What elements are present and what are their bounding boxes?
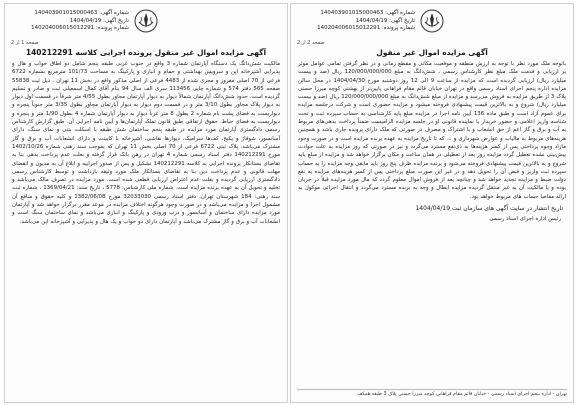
- case-number: شماره پرونده: 140204006015012291: [31, 25, 129, 31]
- page-header: [291, 4, 573, 48]
- notice-page-2: [290, 3, 574, 403]
- notice-date: تاریخ آگهی: 1404/04/19: [69, 17, 129, 24]
- notice-title: آگهی مزایده اموال غیر منقول پرونده اجرایی کلاسه 140212291: [25, 48, 267, 57]
- emblem-icon: [133, 8, 159, 34]
- notice-date: تاریخ آگهی: 1404/04/19: [355, 17, 415, 24]
- notice-body: باتوجه ملک مورد نظر با توجه به ارزش منطقه و موقعیت مکانی و مقطع زمانی و در نظر گرفتن تمامی عوامل موثر بر ارزیابی و قدمت ملک مبلغ نظر کارشناس رسمی ، شش‌دانگ به مبلغ 120/000/000/000 ریال (صد و بیست میلیارد ریال) ارزیابی گردیده است که مزایده از ساعت 9 الی 12 روز دوشنبه مورخ 1404/04/30 در محل سالن مزایده اداره پنجم اجرای اسناد رسمی واقع در تهران خیابان قائم مقام فراهانی پایین‌تر از بهشتی کوچه میرزا حسنی پلاک 3 از طریق مزایده به فروش می‌رسد و مزایده از مبلغ شش‌دانگ به مبلغ 120/000/000/000 ریال (صد و بیست میلیارد ریال) شروع و به بالاترین قیمت پیشنهادی فروخته میشود و مزایده حضوری است و شرکت درجلسه مزایده برای عموم آزاد است و طبق ماده 136 آیین نامه اجرا در مزایده مبلغ پایه کارشناسی به حساب سپرده ثبت و تحت شناسه واریز اعلامی و حضور خریدار یا نماینده قانونی او در جلسه مزایده الزامیست ضمناً پرداخت بدهی‌های مربوط به آب و برق و گاز اعم از حق انشعاب و یا اشتراک و مصرف در صورتی که ملک دارای پرونده جاری باشد و همچنین هزینه‌های مربوط به مالیات و عوارض شهرداری و ... که تا تاریخ مزایده به عهده برنده مزایده است و در صورت وجود مازاد وجوه پرداختی پس از کسر هزینه‌ها به ذی‌نفع مسترد می‌گردد و نیز در صورتی که روز مزایده به علت حوادث پیش‌بینی نشده تعطیل گردد مزایده روز بعد از تعطیلی در همان ساعت و مکان برگزار خواهد شد و مزایده از مبلغ پایه شروع و به بالاترین قیمت پیشنهادی فروخته می‌شود و برنده مزایده ظرف پنج روز باید مابقی وجه مزایده را به حساب سپرده ثبت واریز و قبض آن را تحویل دهد و در غیر این صورت مبلغ پرداختی پس از کسر هزینه‌های مزایده به نفع دولت ضبط و مزایده تجدید خواهد شد و چنانچه بعد از فروش اموال معلوم گردد که مال مورد مزایده قبلاً در جریان بوده و یا مالکیت آن به غیر منتقل گردیده مزایده ابطال و وجه به برنده مسترد می‌گردد و انتقال اجرائی موکول به ارائه مفاصا حساب های مربوط خواهد بود.: [298, 61, 567, 200]
- notice-title: آگهی مزایده اموال غیر منقول: [376, 48, 488, 57]
- emblem-icon: [419, 8, 445, 34]
- page-number: صفحه 1 از 2: [11, 40, 39, 46]
- page-number: صفحه 2 از 2: [297, 40, 325, 46]
- page-header: [5, 4, 287, 48]
- notice-number: شماره آگهی: 140403901015000463: [320, 10, 415, 16]
- notice-body: مالکیت شش‌دانگ یک دستگاه آپارتمان شماره 3 واقع در جنوب غربی طبقه پنجم شامل دو اطاق خواب و هال و پذیرایی آشپزخانه اپن و سرویس بهداشتی و حمام و انباری و پارکینگ به مساحت 101/73 مترمربع بشماره 6722 فرعی از 70 اصلی مفروز و مجزی شده از 4483 فرعی از اصلی مذکور واقع در بخش 11 تهران ، ذیل ثبت 55838 صفحه 565 دفتر 574 و شماره چاپی 113456 سری الف سال 94 بنام آقای کمال اسمعیلی ثبت و صادر و تسلیم گردیده است. حدود شش‌دانگ آپارتمان شمالاً دیوار به دیوار آپارتمان مجاور بطول 4/55 متر شرقاً در قسمت اول دیوار به دیوار پلاک مجاور بطول 3/10 متر و در قسمت دوم دیوار به دیوار آپارتمان مجاور بطول 3/35 متر جنوباً پنجره و دیواریست به فضای پشت بام شماره 2 بطول 8 متر غرباً دیوار به دیوار آپارتمان شماره 4 بطول 1/90 متر و پنجره و دیواریست به فضای حیاط. حقوق ارتفاقی طبق قانون تملک آپارتمان‌ها و آیین نامه اجرایی آن. طبق گزارش کارشناس رسمی دادگستری آپارتمان مورد مزایده در طبقه پنجم ساختمان شش طبقه با اسکلت بتنی و نمای سنگ، دارای آسانسور، شوفاژ و پکیج، کف‌ها سرامیک، دیوارها نقاشی، آشپزخانه با کابینت و دارای انشعابات آب و برق و گاز مشترک می‌باشد. پلاک ثبتی 6722 فرعی از 70 اصلی بخش 11 تهران که بموجب سند رهنی شماره 1402/10/26 مورخ 140212291 دفتر اسناد رسمی شماره 4 تهران در رهن بانک قرار گرفته و بعلت عدم پرداخت بدهی بنا به تقاضای بستانکار پرونده اجرایی به کلاسه 140212291 تشکیل و پس از صدور اجراییه و ابلاغ آن به مدیون و انقضای مهلت قانونی و عدم پرداخت دین بنا به تقاضای بستانکار ملک مورد وثیقه بازداشت و توسط کارشناس رسمی دادگستری ارزیابی گردیده و بعلت عدم اعتراض ارزیابی قطعی شده است. مورد مزایده در تصرف مالک می‌باشد و تخلیه و تحویل آن به عهده برنده مزایده است. شماره ملی کارشناس: 5778 ، تاریخ سند: 1369/04/21 ، شماره ثبت سند رهنی: 184 شهرستان تهران، دفتر اسناد رسمی 32033030 مورخ 1382/06/08 و کلیه حقوق و منافع آن مشمول اجرا و مزایده می‌باشد و در صورت وجود هرگونه اختلاف مزایده در موعد مقرر برگزار خواهد شد و آپارتمان مورد مزایده دارای ساختمان و آسانسور و درب ورودی و پارکینگ و انباری می‌باشد و نمای ساختمان سنگ است و انشعابات آب و برق و گاز مشترک می‌باشد و آپارتمان دارای دو خواب و یک هال و پذیرایی و آشپزخانه اپن می‌باشد.: [12, 61, 281, 225]
- signature: رئیس اداره اجرای اسناد رسمی: [489, 216, 561, 223]
- notice-number: شماره آگهی: 140403901015000463: [34, 10, 129, 16]
- page-footer: تهران - اداره پنجم اجرای اسناد رسمی - خیابان قائم مقام فراهانی کوچه میرزا حسنی پلاک 3 طبقه همکف: [297, 389, 567, 398]
- publish-date: تاریخ انتشار در سایت آگهی های سازمان ثبت 1404/04/19: [415, 205, 563, 213]
- notice-meta: [9, 10, 129, 33]
- case-number: شماره پرونده: 140204006015012291: [317, 25, 415, 31]
- notice-page-1: [4, 3, 288, 403]
- notice-meta: [295, 10, 415, 33]
